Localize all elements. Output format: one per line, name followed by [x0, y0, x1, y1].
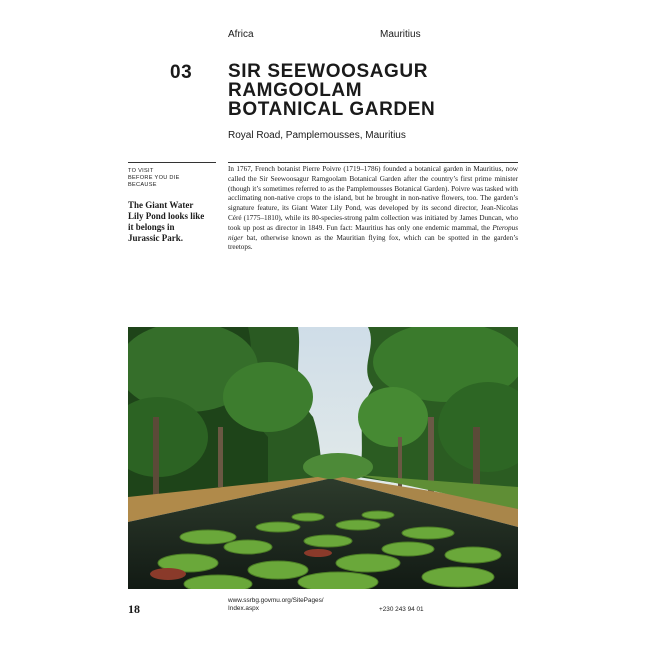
entry-title-line: RAMGOOLAM	[228, 80, 363, 101]
to-visit-line: BECAUSE	[128, 182, 157, 189]
garden-photo	[128, 327, 518, 589]
country-label: Mauritius	[380, 29, 421, 40]
entry-address: Royal Road, Pamplemousses, Mauritius	[228, 130, 406, 141]
body-text-part: In 1767, French botanist Pierre Poivre (1719–1786) founded a botanical garden in Mauritius, now called the Sir Seewoosagur Ramgoolam Botanical Garden after the country’s first prime minister (though it’s sometimes referred to as the Pamplemousses Botanical Garden). Poivre was tasked with acclimating non-native crops to the island, but he brought in non-native flowers, too. The garden’s signature feature, its Giant Water Lily Pond, was developed by its second director, Jean-Nicolas Céré (1775–1810), while its 80-species-strong palm collection was initiated by James Duncan, who took up post as director in 1849. Fun fact: Mauritius has only one endemic mammal, the	[228, 165, 518, 232]
entry-title-line: BOTANICAL GARDEN	[228, 99, 436, 120]
pull-quote: The Giant Water Lily Pond looks like it belongs in Jurassic Park.	[128, 200, 205, 243]
garden-photo-illustration	[128, 327, 518, 589]
entry-number: 03	[170, 62, 193, 83]
to-visit-label	[128, 168, 208, 190]
body-text-italic: Pteropus niger	[228, 223, 518, 242]
sidebar-rule	[128, 162, 216, 163]
website-url-line: www.ssrbg.govmu.org/SitePages/	[228, 597, 324, 604]
website-url[interactable]	[228, 597, 378, 614]
body-rule	[228, 162, 518, 163]
to-visit-line: BEFORE YOU DIE	[128, 175, 180, 182]
entry-title-line: SIR SEEWOOSAGUR	[228, 61, 429, 82]
entry-title	[228, 62, 508, 119]
website-url-line: Index.aspx	[228, 605, 259, 613]
continent-label: Africa	[228, 29, 254, 40]
to-visit-line: TO VISIT	[128, 168, 154, 174]
body-text	[228, 165, 518, 253]
body-text-part: bat, otherwise known as the Mauritian flying fox, which can be spotted in the garden’s treetops.	[228, 233, 518, 252]
phone-number: +230 243 94 01	[379, 606, 424, 613]
page-number: 18	[128, 602, 140, 616]
